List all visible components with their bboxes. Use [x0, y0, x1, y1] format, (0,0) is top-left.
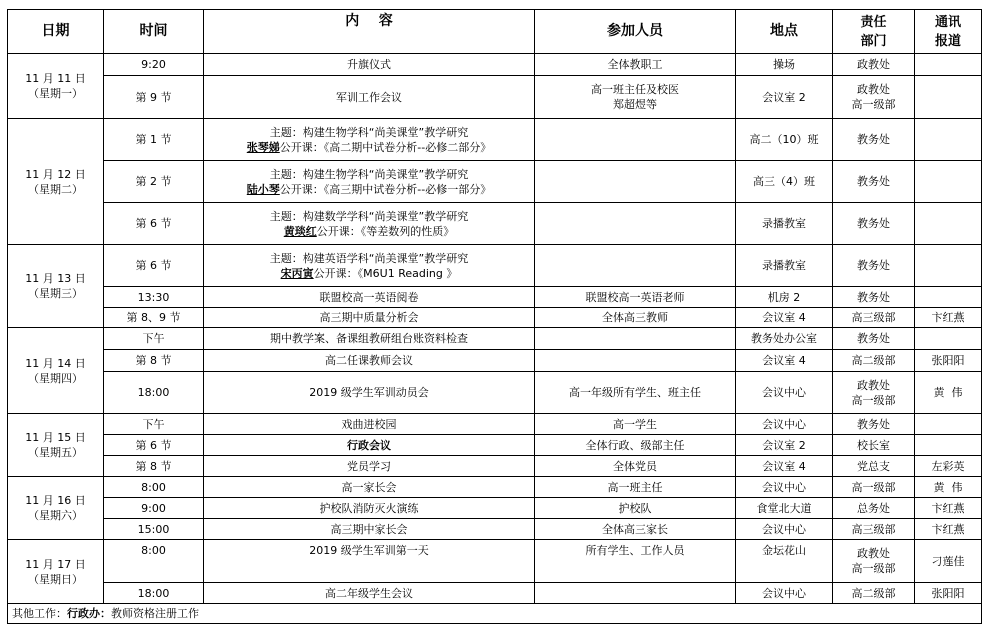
dept-cell: 教务处 — [833, 328, 915, 350]
location-cell: 金坛花山 — [736, 540, 833, 583]
content-cell — [204, 119, 535, 161]
day-weekday: （星期二） — [28, 182, 83, 196]
report-cell: 左彩英 — [915, 456, 982, 477]
location-cell: 会议室 4 — [736, 308, 833, 328]
other-work-prefix: 其他工作： — [12, 607, 67, 620]
day-cell-sun — [8, 540, 104, 604]
table-row — [8, 372, 982, 414]
participants-cell: 护校队 — [535, 498, 736, 519]
table-row — [8, 328, 982, 350]
participants-cell — [535, 583, 736, 604]
report-cell — [915, 203, 982, 245]
table-row — [8, 161, 982, 203]
location-cell: 录播教室 — [736, 245, 833, 287]
content-cell: 护校队消防灭火演练 — [204, 498, 535, 519]
time-cell: 第 1 节 — [104, 119, 204, 161]
content-cell — [204, 245, 535, 287]
header-time: 时间 — [104, 10, 204, 54]
participants-line2: 郑超煜等 — [613, 98, 657, 111]
table-row — [8, 54, 982, 76]
lesson-line — [204, 266, 534, 281]
table-row — [8, 119, 982, 161]
report-cell — [915, 414, 982, 435]
participants-cell: 所有学生、工作人员 — [535, 540, 736, 583]
content-cell: 军训工作会议 — [204, 76, 535, 119]
participants-cell: 全体党员 — [535, 456, 736, 477]
participants-cell — [535, 328, 736, 350]
content-cell: 联盟校高一英语阅卷 — [204, 287, 535, 308]
dept-line2: 高一级部 — [851, 562, 896, 575]
participants-cell: 全体高三家长 — [535, 519, 736, 540]
content-cell: 期中教学案、备课组教研组台账资料检查 — [204, 328, 535, 350]
table-row — [8, 583, 982, 604]
table-row — [8, 456, 982, 477]
content-cell: 行政会议 — [204, 435, 535, 456]
location-cell: 会议中心 — [736, 477, 833, 498]
report-cell — [915, 161, 982, 203]
teacher-name: 陆小琴 — [246, 182, 280, 196]
location-cell: 会议室 2 — [736, 76, 833, 119]
participants-cell — [535, 76, 736, 119]
table-row — [8, 477, 982, 498]
lesson-topic: 主题：构建英语学科“尚美课堂”教学研究 — [269, 251, 469, 265]
time-cell: 第 8 节 — [104, 456, 204, 477]
report-cell: 黄 伟 — [915, 477, 982, 498]
teacher-name: 宋丙寅 — [280, 266, 314, 280]
report-cell: 卞红燕 — [915, 308, 982, 328]
content-cell: 2019 级学生军训动员会 — [204, 372, 535, 414]
day-date: 11 月 11 日 — [25, 72, 86, 85]
table-row — [8, 498, 982, 519]
content-cell: 2019 级学生军训第一天 — [204, 540, 535, 583]
table-row — [8, 76, 982, 119]
participants-cell — [535, 350, 736, 372]
day-weekday: （星期三） — [28, 287, 83, 300]
content-cell: 戏曲进校园 — [204, 414, 535, 435]
time-cell: 18:00 — [104, 372, 204, 414]
dept-cell: 高一级部 — [833, 477, 915, 498]
dept-cell: 教务处 — [833, 161, 915, 203]
report-cell — [915, 119, 982, 161]
table-row — [8, 519, 982, 540]
time-cell: 第 9 节 — [104, 76, 204, 119]
time-cell: 18:00 — [104, 583, 204, 604]
content-cell: 高三期中质量分析会 — [204, 308, 535, 328]
lesson-title: 公开课：《高三期中试卷分析--必修一部分》 — [279, 182, 492, 196]
time-cell: 8:00 — [104, 540, 204, 583]
dept-cell: 教务处 — [833, 245, 915, 287]
header-dept-line2: 部门 — [860, 33, 887, 49]
lesson-topic: 主题：构建生物学科“尚美课堂”教学研究 — [269, 167, 469, 181]
day-date: 11 月 17 日 — [25, 557, 86, 571]
table-row — [8, 540, 982, 583]
table-row — [8, 287, 982, 308]
header-dept-line1: 责任 — [860, 14, 887, 30]
header-date: 日期 — [8, 10, 104, 54]
dept-cell: 教务处 — [833, 287, 915, 308]
content-cell — [204, 203, 535, 245]
weekly-schedule-table — [7, 9, 982, 624]
participants-cell — [535, 119, 736, 161]
lesson-topic: 主题：构建数学学科“尚美课堂”教学研究 — [269, 209, 469, 223]
table-row — [8, 350, 982, 372]
participants-line1: 高一班主任及校医 — [591, 83, 679, 96]
location-cell: 会议室 4 — [736, 350, 833, 372]
day-date: 11 月 12 日 — [25, 167, 86, 181]
day-cell-thu — [8, 328, 104, 414]
participants-cell — [535, 245, 736, 287]
dept-cell: 总务处 — [833, 498, 915, 519]
time-cell: 第 6 节 — [104, 245, 204, 287]
time-cell: 8:00 — [104, 477, 204, 498]
day-weekday: （星期一） — [28, 87, 83, 100]
location-cell: 会议中心 — [736, 372, 833, 414]
day-weekday: （星期五） — [28, 446, 83, 459]
dept-line2: 高一级部 — [851, 393, 896, 407]
report-cell — [915, 76, 982, 119]
dept-cell: 政教处 — [833, 54, 915, 76]
table-row — [8, 414, 982, 435]
location-cell: 录播教室 — [736, 203, 833, 245]
time-cell: 第 6 节 — [104, 203, 204, 245]
report-cell: 黄 伟 — [915, 372, 982, 414]
dept-cell: 高二级部 — [833, 583, 915, 604]
lesson-line — [204, 224, 534, 239]
time-cell: 13:30 — [104, 287, 204, 308]
dept-cell: 党总支 — [833, 456, 915, 477]
lesson-line — [204, 182, 534, 197]
office-label: 行政办： — [67, 607, 111, 620]
time-cell: 第 8、9 节 — [104, 308, 204, 328]
header-row — [8, 10, 982, 54]
lesson-title: 公开课：《高二期中试卷分析--必修二部分》 — [279, 140, 492, 154]
time-cell: 下午 — [104, 328, 204, 350]
dept-line1: 政教处 — [857, 547, 890, 560]
day-cell-wed — [8, 245, 104, 328]
time-cell: 第 2 节 — [104, 161, 204, 203]
content-cell: 高二年级学生会议 — [204, 583, 535, 604]
dept-cell: 校长室 — [833, 435, 915, 456]
participants-cell — [535, 161, 736, 203]
header-content: 内 容 — [204, 10, 535, 54]
report-cell: 卞红燕 — [915, 519, 982, 540]
lesson-title: 公开课：《M6U1 Reading 》 — [313, 266, 458, 280]
footer-row — [8, 604, 982, 624]
location-cell: 会议中心 — [736, 414, 833, 435]
content-cell — [204, 161, 535, 203]
day-date: 11 月 14 日 — [25, 356, 86, 370]
table-row — [8, 245, 982, 287]
table-row — [8, 203, 982, 245]
day-weekday: （星期六） — [28, 509, 83, 522]
location-cell: 会议室 2 — [736, 435, 833, 456]
time-cell: 第 6 节 — [104, 435, 204, 456]
participants-cell: 联盟校高一英语老师 — [535, 287, 736, 308]
day-cell-mon — [8, 54, 104, 119]
dept-cell: 教务处 — [833, 414, 915, 435]
participants-cell: 全体教职工 — [535, 54, 736, 76]
lesson-title: 公开课：《等差数列的性质》 — [316, 224, 455, 238]
dept-line1: 政教处 — [857, 83, 890, 96]
time-cell: 15:00 — [104, 519, 204, 540]
table-row — [8, 308, 982, 328]
content-cell: 高一家长会 — [204, 477, 535, 498]
header-dept — [833, 10, 915, 54]
report-cell: 卞红燕 — [915, 498, 982, 519]
location-cell: 机房 2 — [736, 287, 833, 308]
dept-cell — [833, 540, 915, 583]
header-report — [915, 10, 982, 54]
time-cell: 9:00 — [104, 498, 204, 519]
report-cell: 张阳阳 — [915, 350, 982, 372]
content-cell: 升旗仪式 — [204, 54, 535, 76]
header-report-line2: 报道 — [934, 33, 961, 49]
report-cell — [915, 435, 982, 456]
teacher-name: 黄琰红 — [283, 224, 317, 238]
lesson-line — [204, 140, 534, 155]
day-date: 11 月 13 日 — [25, 272, 86, 285]
time-cell: 下午 — [104, 414, 204, 435]
location-cell: 高二（10）班 — [736, 119, 833, 161]
participants-cell: 高一班主任 — [535, 477, 736, 498]
day-weekday: （星期日） — [28, 572, 83, 586]
participants-cell: 高一学生 — [535, 414, 736, 435]
report-cell — [915, 54, 982, 76]
dept-cell: 高二级部 — [833, 350, 915, 372]
participants-cell: 全体高三教师 — [535, 308, 736, 328]
location-cell: 食堂北大道 — [736, 498, 833, 519]
content-cell: 高三期中家长会 — [204, 519, 535, 540]
dept-cell: 教务处 — [833, 203, 915, 245]
table-row — [8, 435, 982, 456]
report-cell — [915, 287, 982, 308]
location-cell: 操场 — [736, 54, 833, 76]
day-date: 11 月 15 日 — [25, 431, 86, 444]
day-weekday: （星期四） — [28, 371, 83, 385]
dept-line2: 高一级部 — [851, 98, 896, 111]
day-date: 11 月 16 日 — [25, 494, 86, 507]
location-cell: 高三（4）班 — [736, 161, 833, 203]
report-cell — [915, 328, 982, 350]
participants-cell: 高一年级所有学生、班主任 — [535, 372, 736, 414]
day-cell-tue — [8, 119, 104, 245]
day-cell-fri — [8, 414, 104, 477]
header-report-line1: 通讯 — [934, 14, 961, 30]
other-work-note — [8, 604, 982, 624]
dept-cell: 高三级部 — [833, 519, 915, 540]
lesson-topic: 主题：构建生物学科“尚美课堂”教学研究 — [269, 125, 469, 139]
content-cell: 高二任课教师会议 — [204, 350, 535, 372]
other-work-text: 教师资格注册工作 — [111, 607, 199, 620]
dept-cell: 高三级部 — [833, 308, 915, 328]
dept-cell: 教务处 — [833, 119, 915, 161]
location-cell: 会议中心 — [736, 519, 833, 540]
header-participants: 参加人员 — [535, 10, 736, 54]
time-cell: 9:20 — [104, 54, 204, 76]
content-cell: 党员学习 — [204, 456, 535, 477]
report-cell — [915, 245, 982, 287]
day-cell-sat — [8, 477, 104, 540]
location-cell: 会议中心 — [736, 583, 833, 604]
dept-line1: 政教处 — [857, 378, 890, 392]
dept-cell — [833, 372, 915, 414]
dept-cell — [833, 76, 915, 119]
header-location: 地点 — [736, 10, 833, 54]
time-cell: 第 8 节 — [104, 350, 204, 372]
teacher-name: 张琴娣 — [246, 140, 280, 154]
location-cell: 会议室 4 — [736, 456, 833, 477]
participants-cell: 全体行政、级部主任 — [535, 435, 736, 456]
location-cell: 教务处办公室 — [736, 328, 833, 350]
participants-cell — [535, 203, 736, 245]
report-cell: 刁莲佳 — [915, 540, 982, 583]
report-cell: 张阳阳 — [915, 583, 982, 604]
